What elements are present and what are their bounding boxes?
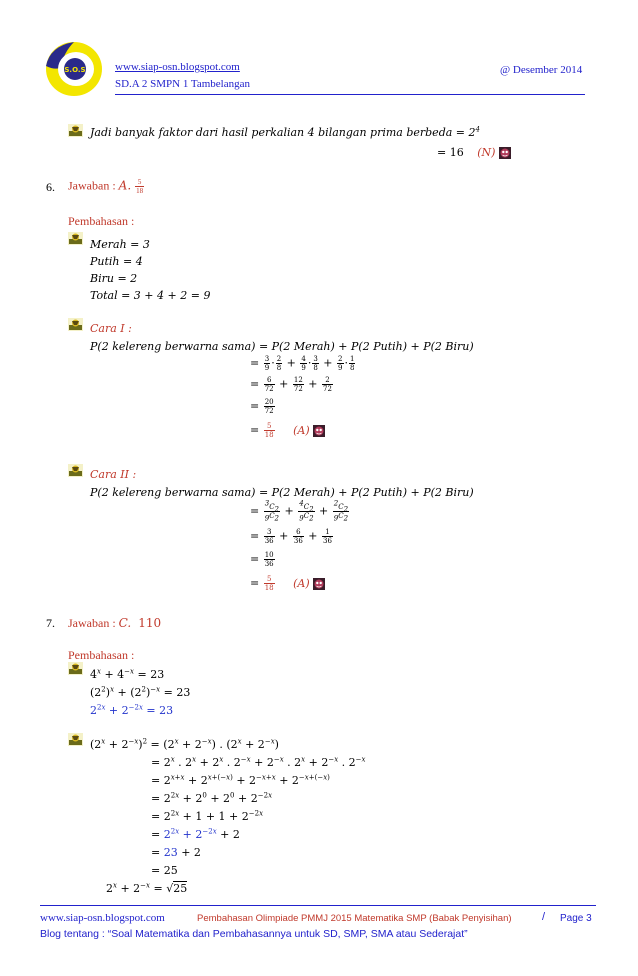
q6-cara2-formula: P(2 kelereng berwarna sama) = P(2 Merah) + P(2 Putih) + P(2 Biru)	[90, 486, 474, 499]
bullet-icon	[68, 733, 83, 746]
q6-cara2-result: = $\frac{5}{18}$ (A)	[250, 575, 325, 592]
q7-number: 7.	[46, 616, 55, 630]
q6-cara2-label: Cara II :	[90, 468, 137, 481]
q7-answer: Jawaban : C. 110	[68, 616, 162, 630]
footer-blog: Blog tentang : “Soal Matematika dan Pembahasannya untuk SD, SMP, SMA atau Sederajat”	[40, 928, 468, 940]
q7-expand-line1: $(2^x + 2^{-x})^2 = (2^x + 2^{-x})$ . $(2^x + 2^{-x})$	[90, 737, 279, 751]
q7-expand-line7: = 23 + 2	[151, 846, 201, 859]
smiley-icon	[313, 578, 325, 590]
footer-slash: /	[542, 911, 546, 923]
q7-expand-line2: = $2^x$ . $2^x + 2^x$ . $2^{-x} + 2^{-x}$ . $2^x + 2^{-x}$ . $2^{-x}$	[151, 755, 366, 769]
q7-expand-line6: = $2^{2x} + 2^{-2x} + 2$	[151, 827, 240, 841]
q7-eq3: $2^{2x} + 2^{-2x} = 23$	[90, 703, 174, 717]
header-school: SD.A 2 SMPN 1 Tambelangan	[115, 78, 251, 90]
q6-cara1-step3: = $\frac{20}{72}$	[250, 398, 274, 415]
header-date: @ Desember 2014	[500, 64, 583, 76]
q6-pembahasan: Pembahasan :	[68, 214, 135, 228]
q6-cara1-step2: = $\frac{6}{72}$ + $\frac{12}{72}$ + $\frac{2}{72}$	[250, 376, 332, 393]
smiley-icon	[313, 425, 325, 437]
bullet-icon	[68, 124, 83, 137]
bullet-icon	[68, 662, 83, 675]
q7-eq2: $(2^2)^x + (2^2)^{-x} = 23$	[90, 685, 191, 699]
q6-given-merah: Merah = 3	[90, 238, 150, 251]
q7-pembahasan: Pembahasan :	[68, 648, 135, 662]
top-result: = 16 (N)	[437, 146, 511, 159]
header-rule	[115, 94, 585, 95]
bullet-icon	[68, 318, 83, 331]
q6-cara2-step1: = $\frac{^3C_2}{_9C_2}$ + $\frac{^4C_2}{_9C_2}$ + $\frac{^2C_2}{_9C_2}$	[250, 499, 349, 523]
q6-cara1-result: = $\frac{5}{18}$ (A)	[250, 422, 325, 439]
top-answer-tag: (N)	[477, 146, 496, 159]
footer-title: Pembahasan Olimpiade PMMJ 2015 Matematika SMP (Babak Penyisihan)	[197, 913, 512, 924]
footer-site-link[interactable]: www.siap-osn.blogspot.com	[40, 912, 165, 924]
q7-expand-line5: = $2^{2x} + 1 + 1 + 2^{-2x}$	[151, 809, 264, 823]
q6-number: 6.	[46, 180, 55, 194]
q6-cara1-label: Cara I :	[90, 322, 132, 335]
q6-given-putih: Putih = 4	[90, 255, 143, 268]
top-statement: Jadi banyak faktor dari hasil perkalian 4 bilangan prima berbeda = $2^4$	[90, 125, 480, 139]
sos-logo	[44, 40, 106, 98]
footer-page: Page 3	[560, 913, 592, 924]
q7-eq1: $4^x + 4^{-x} = 23$	[90, 667, 165, 681]
smiley-icon	[499, 147, 511, 159]
q7-expand-line8: = 25	[151, 864, 178, 877]
q6-given-biru: Biru = 2	[90, 272, 138, 285]
q6-cara1-step1: = $\frac{3}{9}$ · $\frac{2}{8}$ + $\frac{4}{9}$ · $\frac{3}{8}$ + $\frac{2}{9}$ · $\frac{1}{8}$	[250, 355, 355, 372]
header-site-link[interactable]: www.siap-osn.blogspot.com	[115, 61, 240, 73]
bullet-icon	[68, 232, 83, 245]
footer-rule	[40, 905, 596, 906]
q6-cara2-step2: = $\frac{3}{36}$ + $\frac{6}{36}$ + $\frac{1}{36}$	[250, 528, 332, 545]
q6-cara2-step3: = $\frac{10}{36}$	[250, 551, 274, 568]
q6-given-total: Total = 3 + 4 + 2 = 9	[90, 289, 211, 302]
q7-expand-line3: = $2^{x+x} + 2^{x+(-x)} + 2^{-x+x} + 2^{-x+(-x)}$	[151, 773, 330, 787]
q7-expand-line4: = $2^{2x} + 2^0 + 2^0 + 2^{-2x}$	[151, 791, 273, 805]
bullet-icon	[68, 464, 83, 477]
q7-sqrt-line: $2^x + 2^{-x} = √25$	[106, 881, 188, 895]
q6-cara1-formula: P(2 kelereng berwarna sama) = P(2 Merah) + P(2 Putih) + P(2 Biru)	[90, 340, 474, 353]
q6-answer: Jawaban : A. $\frac{5}{18}$	[68, 178, 144, 195]
logo-lettering: S.O.S	[64, 66, 86, 74]
